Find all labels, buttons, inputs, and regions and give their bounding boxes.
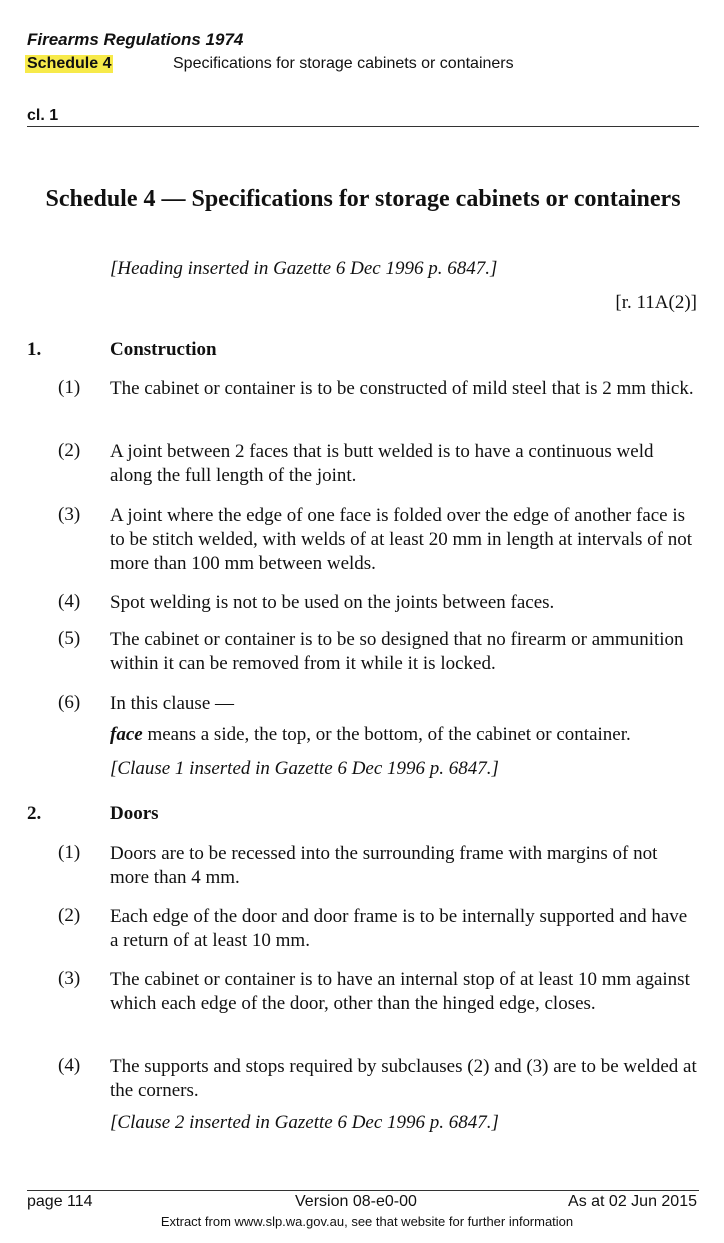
schedule-title: Schedule 4 — Specifications for storage cabinets or containers — [45, 186, 681, 212]
extract-notice: Extract from www.slp.wa.gov.au, see that website for further information — [160, 1214, 574, 1229]
subclause-text: A joint between 2 faces that is butt welded is to have a continuous weld along the full length of the joint. — [110, 441, 654, 486]
subclause-text: The cabinet or container is to have an internal stop of at least 10 mm against which each edge of the door, other than the hinged edge, closes. — [110, 969, 690, 1014]
subclause-text: Doors are to be recessed into the surrounding frame with margins of not more than 4 mm. — [110, 843, 658, 888]
heading-note: [Heading inserted in Gazette 6 Dec 1996 p. 6847.] — [110, 258, 498, 279]
definition-text: means a side, the top, or the bottom, of the cabinet or container. — [142, 724, 631, 745]
subclause-text: A joint where the edge of one face is folded over the edge of another face is to be stitch welded, with welds of at least 20 mm in length at intervals of not more than 100 mm between welds. — [110, 505, 693, 574]
footer-divider — [27, 1190, 699, 1191]
subclause-text: Each edge of the door and door frame is to be internally supported and have a return of at least 10 mm. — [110, 906, 688, 951]
regulation-reference: [r. 11A(2)] — [615, 292, 697, 313]
subclause-number: (3) — [58, 968, 81, 989]
clause-number: 1. — [27, 339, 42, 360]
version-label: Version 08-e0-00 — [295, 1193, 417, 1210]
clause-note: [Clause 1 inserted in Gazette 6 Dec 1996 p. 6847.] — [110, 758, 499, 779]
subclause-number: (5) — [58, 628, 81, 649]
clause-heading: Construction — [110, 339, 217, 360]
clause-note: [Clause 2 inserted in Gazette 6 Dec 1996 p. 6847.] — [110, 1112, 499, 1133]
definition — [110, 723, 700, 747]
clause-heading: Doors — [110, 803, 159, 824]
subclause-text: Spot welding is not to be used on the joints between faces. — [110, 592, 555, 613]
subclause-number: (2) — [58, 440, 81, 461]
subclause-text: The cabinet or container is to be constructed of mild steel that is 2 mm thick. — [110, 378, 694, 399]
subclause-number: (4) — [58, 591, 81, 612]
clause-number: 2. — [27, 803, 42, 824]
page-number: page 114 — [27, 1193, 93, 1210]
schedule-description: Specifications for storage cabinets or containers — [173, 55, 514, 72]
subclause-number: (1) — [58, 377, 81, 398]
subclause-number: (3) — [58, 504, 81, 525]
subclause-number: (1) — [58, 842, 81, 863]
subclause-text: In this clause — — [110, 693, 235, 714]
clause-reference: cl. 1 — [27, 107, 59, 124]
subclause-text: The cabinet or container is to be so designed that no firearm or ammunition within it can be removed from it while it is locked. — [110, 629, 684, 674]
schedule-label: Schedule 4 — [27, 55, 112, 72]
subclause-number: (4) — [58, 1055, 81, 1076]
as-at-date: As at 02 Jun 2015 — [568, 1193, 697, 1210]
act-title: Firearms Regulations 1974 — [27, 30, 244, 49]
subclause-number: (6) — [58, 692, 81, 713]
subclause-text: The supports and stops required by subclauses (2) and (3) are to be welded at the corners. — [110, 1056, 697, 1101]
defined-term: face — [110, 724, 143, 745]
subclause-number: (2) — [58, 905, 81, 926]
header-divider — [27, 126, 699, 127]
